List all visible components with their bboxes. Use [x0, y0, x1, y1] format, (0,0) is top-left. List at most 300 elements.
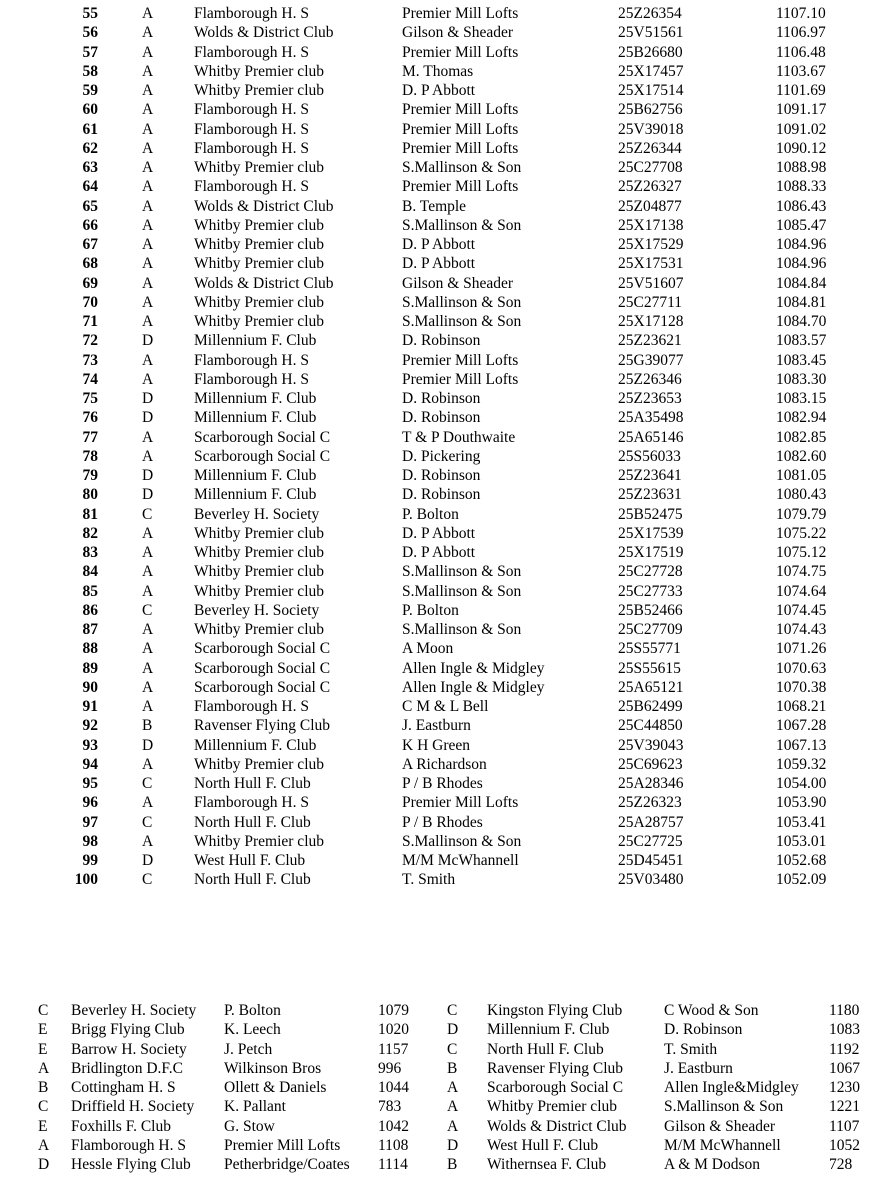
winner-cell: Gilson & Sheader [664, 1117, 776, 1135]
velocity-cell: 1103.67 [776, 62, 826, 80]
fancier-cell: D. Pickering [402, 447, 481, 465]
table-row [0, 235, 884, 254]
club-cell: Whitby Premier club [194, 216, 324, 234]
position-cell: 92 [82, 717, 98, 735]
section-cell: A [142, 274, 154, 292]
ring-number-cell: 25C27728 [618, 563, 683, 581]
club-cell: Flamborough H. S [194, 5, 309, 22]
section-cell: A [142, 640, 154, 658]
velocity-cell: 1085.47 [776, 216, 827, 234]
velocity-cell: 1230 [829, 1079, 860, 1096]
table-row [0, 870, 884, 889]
velocity-cell: 1084.84 [776, 274, 827, 292]
ring-number-cell: 25B62756 [618, 101, 683, 119]
club-cell: Wolds & District Club [194, 274, 334, 292]
ring-number-cell: 25A28346 [618, 775, 684, 792]
section-cell: A [142, 755, 154, 773]
table-row [0, 793, 884, 812]
club-cell: Whitby Premier club [194, 755, 324, 773]
ring-number-cell: 25A35498 [618, 409, 684, 427]
velocity-cell: 1052.68 [776, 852, 827, 869]
table-row [0, 139, 884, 158]
club-cell: Whitby Premier club [194, 236, 324, 253]
ring-number-cell: 25C44850 [618, 717, 683, 735]
winner-cell: Petherbridge/Coates [224, 1156, 350, 1173]
position-cell: 61 [82, 120, 98, 138]
section-cell: A [142, 236, 154, 253]
club-cell: Millennium F. Club [194, 736, 317, 754]
fancier-cell: C M & L Bell [402, 698, 489, 715]
table-row [0, 601, 884, 620]
club-cell: Beverley H. Society [71, 1002, 197, 1019]
position-cell: 56 [82, 24, 98, 42]
position-cell: 62 [82, 139, 98, 157]
table-row [0, 562, 884, 581]
ring-number-cell: 25X17514 [618, 82, 684, 99]
club-cell: Flamborough H. S [194, 178, 309, 196]
section-cell: A [142, 447, 154, 465]
fancier-cell: Premier Mill Lofts [402, 120, 519, 138]
velocity-cell: 1074.43 [776, 621, 827, 638]
velocity-cell: 1091.02 [776, 120, 827, 138]
table-row [0, 582, 884, 601]
ring-number-cell: 25C27725 [618, 832, 683, 850]
position-cell: 67 [82, 236, 98, 253]
section-cell: A [142, 544, 154, 561]
position-cell: 83 [82, 544, 98, 561]
ring-number-cell: 25Z26344 [618, 139, 682, 157]
fancier-cell: Premier Mill Lofts [402, 101, 519, 119]
section-cell: D [142, 409, 154, 427]
section-cell: A [142, 370, 154, 388]
fancier-cell: Premier Mill Lofts [402, 5, 519, 22]
section-cell: D [142, 486, 154, 504]
club-cell: Whitby Premier club [194, 621, 324, 638]
velocity-cell: 1044 [378, 1079, 409, 1096]
section-cell: A [142, 678, 154, 696]
position-cell: 63 [82, 159, 98, 176]
fancier-cell: T & P Douthwaite [402, 428, 516, 446]
section-cell: D [142, 736, 154, 754]
summary-row [0, 1117, 884, 1136]
section-cell: D [142, 332, 154, 350]
table-row [0, 543, 884, 562]
summary-row [0, 1097, 884, 1116]
winner-cell: K. Leech [224, 1021, 281, 1039]
ring-number-cell: 25C27708 [618, 159, 683, 176]
summary-row [0, 1020, 884, 1039]
velocity-cell: 1180 [829, 1002, 860, 1019]
fancier-cell: Premier Mill Lofts [402, 43, 519, 61]
section-cell: B [447, 1059, 458, 1077]
fancier-cell: S.Mallinson & Son [402, 216, 522, 234]
section-cell: A [142, 621, 154, 638]
club-cell: North Hull F. Club [487, 1040, 604, 1058]
club-cell: Scarborough Social C [194, 640, 331, 658]
ring-number-cell: 25Z26327 [618, 178, 682, 196]
velocity-cell: 1070.63 [776, 659, 827, 677]
velocity-cell: 1079 [378, 1002, 409, 1019]
section-cell: C [142, 505, 153, 523]
position-cell: 70 [82, 293, 98, 311]
table-row [0, 312, 884, 331]
table-row [0, 158, 884, 177]
ring-number-cell: 25A28757 [618, 813, 684, 831]
club-cell: Flamborough H. S [194, 351, 309, 369]
position-cell: 79 [82, 467, 98, 484]
velocity-cell: 1106.97 [776, 24, 826, 42]
ring-number-cell: 25G39077 [618, 351, 684, 369]
position-cell: 55 [82, 5, 98, 22]
position-cell: 72 [82, 332, 98, 350]
fancier-cell: A Moon [402, 640, 454, 658]
club-cell: Whitby Premier club [194, 544, 324, 561]
section-cell: A [142, 62, 154, 80]
section-cell: E [38, 1021, 48, 1039]
ring-number-cell: 25C69623 [618, 755, 683, 773]
table-row [0, 370, 884, 389]
club-cell: Beverley H. Society [194, 505, 320, 523]
velocity-cell: 1068.21 [776, 698, 827, 715]
position-cell: 86 [82, 601, 98, 619]
summary-row [0, 1040, 884, 1059]
section-cell: A [142, 120, 154, 138]
summary-row [0, 1155, 884, 1174]
club-cell: Whitby Premier club [194, 313, 324, 330]
velocity-cell: 1075.22 [776, 524, 827, 542]
fancier-cell: J. Eastburn [402, 717, 471, 735]
fancier-cell: T. Smith [402, 871, 456, 889]
table-row [0, 678, 884, 697]
section-cell: A [142, 698, 154, 715]
section-cell: D [142, 467, 154, 484]
club-cell: Millennium F. Club [194, 486, 317, 504]
section-cell: C [142, 601, 153, 619]
position-cell: 66 [82, 216, 98, 234]
section-cell: A [447, 1098, 459, 1116]
table-row [0, 447, 884, 466]
table-row [0, 216, 884, 235]
ring-number-cell: 25X17128 [618, 313, 684, 330]
section-cell: A [142, 832, 154, 850]
fancier-cell: A Richardson [402, 755, 487, 773]
club-cell: Millennium F. Club [487, 1021, 610, 1039]
velocity-cell: 1192 [829, 1040, 860, 1058]
section-cell: A [447, 1117, 459, 1135]
fancier-cell: M/M McWhannell [402, 852, 519, 869]
table-row [0, 524, 884, 543]
table-row [0, 331, 884, 350]
club-cell: Withernsea F. Club [487, 1156, 607, 1173]
section-cell: A [142, 255, 154, 273]
velocity-cell: 728 [829, 1156, 853, 1173]
table-row [0, 736, 884, 755]
position-cell: 85 [82, 582, 98, 600]
club-cell: Whitby Premier club [194, 563, 324, 581]
winner-cell: C Wood & Son [664, 1002, 759, 1019]
section-cell: B [142, 717, 153, 735]
fancier-cell: D. Robinson [402, 467, 481, 484]
position-cell: 98 [82, 832, 98, 850]
winner-cell: D. Robinson [664, 1021, 743, 1039]
winner-cell: J. Petch [224, 1040, 273, 1058]
position-cell: 74 [82, 370, 98, 388]
section-cell: A [142, 159, 154, 176]
velocity-cell: 1088.33 [776, 178, 827, 196]
club-cell: West Hull F. Club [194, 852, 306, 869]
velocity-cell: 1075.12 [776, 544, 827, 561]
club-cell: Ravenser Flying Club [487, 1059, 624, 1077]
summary-row [0, 1136, 884, 1155]
ring-number-cell: 25X17457 [618, 62, 684, 80]
section-cell: D [38, 1156, 50, 1173]
winner-cell: T. Smith [664, 1040, 718, 1058]
fancier-cell: D. P Abbott [402, 524, 476, 542]
table-row [0, 505, 884, 524]
table-row [0, 620, 884, 639]
section-cell: A [142, 43, 154, 61]
position-cell: 100 [74, 871, 98, 889]
table-row [0, 639, 884, 658]
position-cell: 69 [82, 274, 98, 292]
club-cell: Millennium F. Club [194, 409, 317, 427]
ring-number-cell: 25B26680 [618, 43, 683, 61]
section-cell: A [142, 24, 154, 42]
club-cell: Cottingham H. S [71, 1079, 176, 1096]
table-row [0, 851, 884, 870]
velocity-cell: 1101.69 [776, 82, 826, 99]
table-row [0, 466, 884, 485]
section-cell: A [38, 1136, 50, 1154]
section-cell: A [447, 1079, 459, 1096]
section-cell: A [142, 5, 154, 22]
velocity-cell: 1083.15 [776, 390, 827, 407]
section-cell: E [38, 1040, 48, 1058]
position-cell: 91 [82, 698, 98, 715]
velocity-cell: 1090.12 [776, 139, 827, 157]
section-cell: A [142, 794, 154, 812]
velocity-cell: 1067.28 [776, 717, 827, 735]
table-row [0, 293, 884, 312]
position-cell: 95 [82, 775, 98, 792]
section-cell: D [447, 1136, 459, 1154]
section-cell: C [447, 1040, 458, 1058]
velocity-cell: 1086.43 [776, 197, 827, 215]
ring-number-cell: 25V51607 [618, 274, 684, 292]
velocity-cell: 1074.64 [776, 582, 827, 600]
ring-number-cell: 25X17529 [618, 236, 684, 253]
section-cell: C [142, 775, 153, 792]
ring-number-cell: 25B62499 [618, 698, 683, 715]
winner-cell: S.Mallinson & Son [664, 1098, 784, 1116]
ring-number-cell: 25V51561 [618, 24, 684, 42]
ring-number-cell: 25C27709 [618, 621, 683, 638]
fancier-cell: P / B Rhodes [402, 813, 483, 831]
section-cell: C [38, 1002, 49, 1019]
ring-number-cell: 25Z23641 [618, 467, 682, 484]
fancier-cell: D. P Abbott [402, 544, 476, 561]
position-cell: 96 [82, 794, 98, 812]
fancier-cell: Allen Ingle & Midgley [402, 659, 545, 677]
section-cell: B [38, 1079, 49, 1096]
ring-number-cell: 25X17519 [618, 544, 684, 561]
club-cell: Flamborough H. S [194, 101, 309, 119]
ring-number-cell: 25Z26346 [618, 370, 682, 388]
fancier-cell: K H Green [402, 736, 471, 754]
section-cell: A [142, 582, 154, 600]
winner-cell: G. Stow [224, 1117, 275, 1135]
table-row [0, 408, 884, 427]
winner-cell: A & M Dodson [664, 1156, 761, 1173]
club-cell: Whitby Premier club [194, 159, 324, 176]
club-cell: Millennium F. Club [194, 332, 317, 350]
position-cell: 90 [82, 678, 98, 696]
table-row [0, 274, 884, 293]
winner-cell: Ollett & Daniels [224, 1079, 327, 1096]
club-cell: Flamborough H. S [194, 794, 309, 812]
table-row [0, 485, 884, 504]
section-cell: C [447, 1002, 458, 1019]
fancier-cell: S.Mallinson & Son [402, 313, 522, 330]
winner-cell: M/M McWhannell [664, 1136, 781, 1154]
winner-cell: K. Pallant [224, 1098, 286, 1116]
position-cell: 93 [82, 736, 98, 754]
results-table [0, 4, 884, 890]
velocity-cell: 1157 [378, 1040, 409, 1058]
velocity-cell: 1067 [829, 1059, 860, 1077]
table-row [0, 23, 884, 42]
fancier-cell: D. Robinson [402, 390, 481, 407]
table-row [0, 697, 884, 716]
club-cell: Whitby Premier club [194, 82, 324, 99]
ring-number-cell: 25Z23653 [618, 390, 682, 407]
section-cell: C [38, 1098, 49, 1116]
table-row [0, 832, 884, 851]
ring-number-cell: 25Z04877 [618, 197, 682, 215]
fancier-cell: D. Robinson [402, 332, 481, 350]
fancier-cell: S.Mallinson & Son [402, 563, 522, 581]
velocity-cell: 1084.96 [776, 236, 827, 253]
fancier-cell: Gilson & Sheader [402, 24, 514, 42]
velocity-cell: 1081.05 [776, 467, 827, 484]
club-cell: Whitby Premier club [194, 255, 324, 273]
ring-number-cell: 25V39018 [618, 120, 684, 138]
table-row [0, 659, 884, 678]
ring-number-cell: 25C27711 [618, 293, 683, 311]
ring-number-cell: 25V03480 [618, 871, 684, 889]
position-cell: 57 [82, 43, 98, 61]
section-cell: A [142, 428, 154, 446]
section-cell: B [447, 1156, 458, 1173]
fancier-cell: B. Temple [402, 197, 467, 215]
velocity-cell: 1088.98 [776, 159, 827, 176]
velocity-cell: 1052 [829, 1136, 860, 1154]
position-cell: 77 [82, 428, 98, 446]
fancier-cell: M. Thomas [402, 62, 474, 80]
fancier-cell: D. P Abbott [402, 236, 476, 253]
winner-cell: Wilkinson Bros [224, 1059, 322, 1077]
velocity-cell: 1083.45 [776, 351, 827, 369]
section-cell: A [142, 139, 154, 157]
ring-number-cell: 25B52475 [618, 505, 683, 523]
table-row [0, 120, 884, 139]
position-cell: 60 [82, 101, 98, 119]
position-cell: 88 [82, 640, 98, 658]
ring-number-cell: 25C27733 [618, 582, 683, 600]
club-cell: Kingston Flying Club [487, 1002, 623, 1019]
position-cell: 68 [82, 255, 98, 273]
section-cell: A [142, 563, 154, 581]
velocity-cell: 1084.96 [776, 255, 827, 273]
velocity-cell: 1020 [378, 1021, 409, 1039]
club-cell: Wolds & District Club [194, 197, 334, 215]
section-cell: D [447, 1021, 459, 1039]
section-cell: C [142, 813, 153, 831]
table-row [0, 428, 884, 447]
table-row [0, 81, 884, 100]
club-cell: Scarborough Social C [194, 659, 331, 677]
velocity-cell: 1054.00 [776, 775, 827, 792]
section-cell: A [142, 101, 154, 119]
position-cell: 80 [82, 486, 98, 504]
ring-number-cell: 25S56033 [618, 447, 681, 465]
velocity-cell: 996 [378, 1059, 402, 1077]
section-cell: A [142, 659, 154, 677]
velocity-cell: 1107.10 [776, 5, 826, 22]
velocity-cell: 1074.75 [776, 563, 827, 581]
position-cell: 87 [82, 621, 98, 638]
position-cell: 76 [82, 409, 98, 427]
position-cell: 59 [82, 82, 98, 99]
club-cell: Flamborough H. S [71, 1136, 186, 1154]
velocity-cell: 1067.13 [776, 736, 827, 754]
section-cell: D [142, 390, 154, 407]
club-cell: Driffield H. Society [71, 1098, 195, 1116]
velocity-cell: 1080.43 [776, 486, 827, 504]
table-row [0, 43, 884, 62]
club-cell: Millennium F. Club [194, 390, 317, 407]
table-row [0, 254, 884, 273]
ring-number-cell: 25S55771 [618, 640, 681, 658]
section-cell: A [142, 351, 154, 369]
section-cell: D [142, 852, 154, 869]
winner-cell: J. Eastburn [664, 1059, 733, 1077]
club-cell: Flamborough H. S [194, 43, 309, 61]
club-cell: Scarborough Social C [194, 428, 331, 446]
club-cell: Wolds & District Club [194, 24, 334, 42]
position-cell: 71 [82, 313, 98, 330]
club-cell: Flamborough H. S [194, 120, 309, 138]
summary-row [0, 1059, 884, 1078]
table-row [0, 4, 884, 23]
club-cell: West Hull F. Club [487, 1136, 599, 1154]
club-cell: Millennium F. Club [194, 467, 317, 484]
ring-number-cell: 25X17531 [618, 255, 684, 273]
fancier-cell: D. Robinson [402, 409, 481, 427]
section-cell: A [142, 178, 154, 196]
table-row [0, 389, 884, 408]
velocity-cell: 1053.01 [776, 832, 827, 850]
club-cell: Whitby Premier club [487, 1098, 617, 1116]
club-cell: Flamborough H. S [194, 698, 309, 715]
summary-row [0, 1001, 884, 1020]
section-cell: A [142, 524, 154, 542]
velocity-cell: 1074.45 [776, 601, 827, 619]
table-row [0, 813, 884, 832]
ring-number-cell: 25Z23621 [618, 332, 682, 350]
fancier-cell: S.Mallinson & Son [402, 293, 522, 311]
club-cell: Brigg Flying Club [71, 1021, 185, 1039]
